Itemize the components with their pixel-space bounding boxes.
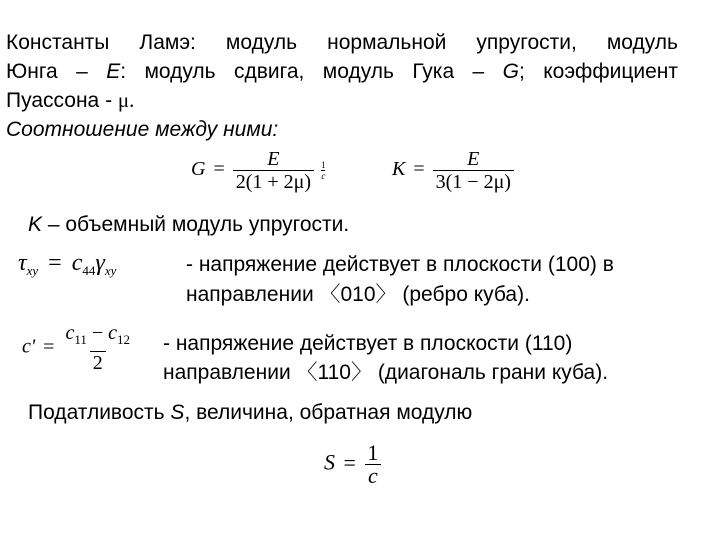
- intro-line-3: [6, 86, 134, 115]
- formula-s-numerator: 1: [367, 440, 379, 465]
- symbol-e: E: [106, 60, 121, 83]
- formula-g-note-den: c: [321, 171, 326, 181]
- gamma-subscript: xy: [104, 263, 117, 278]
- tau-symbol: τ: [18, 250, 27, 276]
- symbol-g: G: [502, 60, 519, 83]
- intro-line-1-rest: модуль нормальной упругости, модуль: [225, 31, 678, 54]
- formula-shear-modulus: G = $\frac{E}{2(1 + 2\mu)}$ $\frac{1}{c}$: [191, 148, 326, 193]
- relation-heading: Соотношение между ними:: [6, 118, 279, 141]
- c-prime-denominator: 2: [90, 351, 106, 374]
- symbol-mu: μ.: [117, 88, 135, 112]
- c-subscript: 44: [82, 263, 96, 278]
- symbol-s: S: [170, 401, 185, 424]
- formula-g-lhs: G: [191, 158, 206, 181]
- c-description-2: направлении 〈110〉 (диагональ грани куба).: [163, 361, 609, 384]
- intro-line-2-part-a: Юнга –: [6, 60, 107, 83]
- intro-line-2-part-e: ; коэффициент: [518, 60, 678, 83]
- tau-description-1: - напряжение действует в плоскости (100) в: [186, 253, 614, 276]
- compliance-text-a: Податливость: [28, 401, 171, 424]
- intro-line-1: [6, 28, 678, 57]
- intro-line-3-text: Пуассона -: [6, 89, 118, 112]
- c12-symbol: c: [108, 322, 118, 344]
- formula-k-denominator: 3(1 − 2μ): [433, 170, 514, 193]
- formula-c-prime: c' = $\frac{c_{11} - c_{12}}{2}$: [22, 322, 131, 374]
- formula-g-note-num: 1: [321, 160, 326, 170]
- compliance-text-c: , величина, обратная модулю: [184, 401, 473, 424]
- c-prime-lhs: c': [22, 335, 36, 358]
- c-symbol: c: [71, 250, 83, 276]
- gamma-symbol: γ: [95, 250, 105, 276]
- formula-s-lhs: S: [324, 449, 335, 475]
- c11-symbol: c: [65, 322, 75, 344]
- bulk-modulus-text: – объемный модуль упругости.: [42, 213, 350, 236]
- intro-line-2-part-c: : модуль сдвига, модуль Гука –: [120, 60, 503, 83]
- formula-bulk-modulus: K = $\frac{E}{3(1 - 2\mu)}$: [392, 148, 514, 193]
- bulk-modulus-line: [28, 210, 349, 239]
- c12-subscript: 12: [117, 332, 131, 347]
- intro-line-2: [6, 57, 678, 86]
- formula-k-lhs: K: [392, 158, 406, 181]
- formula-g-numerator: E: [267, 148, 280, 170]
- intro-lame-label: Константы Ламэ:: [6, 31, 196, 54]
- formula-g-denominator: 2(1 + 2μ): [233, 170, 314, 193]
- compliance-line: [28, 398, 472, 427]
- tau-description-2: направлении 〈010〉 (ребро куба).: [186, 283, 530, 306]
- tau-subscript: xy: [26, 263, 39, 278]
- formula-shear-stress: $\tau_{xy} = c_{44}\gamma_{xy}$: [18, 250, 117, 278]
- formula-k-numerator: E: [467, 148, 480, 170]
- formula-s-denominator: c: [365, 464, 381, 487]
- formula-compliance: S = $\frac{1}{c}$: [324, 442, 381, 487]
- c-description-1: - напряжение действует в плоскости (110): [163, 332, 573, 355]
- symbol-k: K: [28, 213, 43, 236]
- c11-subscript: 11: [74, 332, 87, 347]
